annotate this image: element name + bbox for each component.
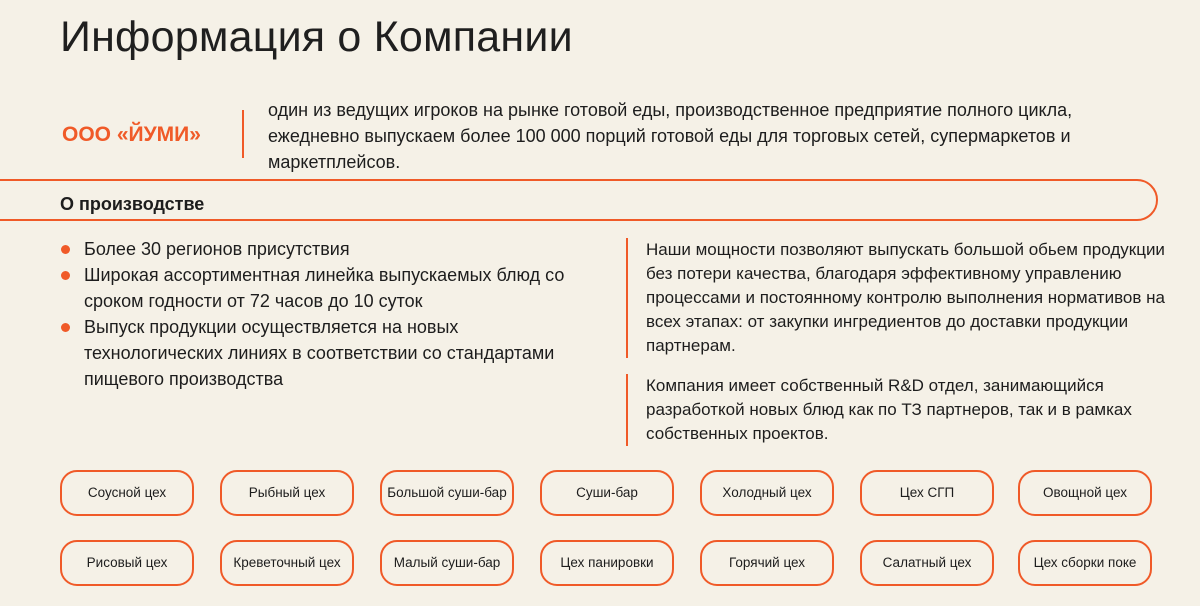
rnd-text: Компания имеет собственный R&D отдел, занимающийся разработкой новых блюд как по ТЗ партнеров, так и в рамках собственных проектов. (626, 374, 1186, 446)
bullet-dot-icon (61, 271, 70, 280)
production-bullets (60, 236, 600, 392)
bullet-item (60, 314, 600, 392)
company-description: один из ведущих игроков на рынке готовой еды, производственное предприятие полного цикла, ежедневно выпускаем более 100 000 порций готовой еды для торговых сетей, супермаркетов и маркетплейсов. (268, 100, 1073, 172)
workshop-pill[interactable]: Цех панировки (540, 540, 674, 586)
workshop-pill[interactable]: Салатный цех (860, 540, 994, 586)
workshop-pill[interactable]: Рисовый цех (60, 540, 194, 586)
workshop-pill[interactable]: Горячий цех (700, 540, 834, 586)
bullet-text: Более 30 регионов присутствия (84, 239, 350, 259)
workshop-pill[interactable]: Соусной цех (60, 470, 194, 516)
bullet-text: Выпуск продукции осуществляется на новых технологических линиях в соответствии со стандартами пищевого производства (84, 317, 555, 389)
section-heading: О производстве (60, 194, 205, 214)
workshop-pill[interactable]: Холодный цех (700, 470, 834, 516)
bullet-dot-icon (61, 323, 70, 332)
workshop-pill[interactable]: Цех сборки поке (1018, 540, 1152, 586)
workshop-pill[interactable]: Малый суши-бар (380, 540, 514, 586)
workshop-pill[interactable]: Цех СГП (860, 470, 994, 516)
workshop-pill[interactable]: Креветочный цех (220, 540, 354, 586)
bullet-text: Широкая ассортиментная линейка выпускаемых блюд со сроком годности от 72 часов до 10 суток (84, 265, 565, 311)
company-divider (242, 110, 244, 158)
workshop-pill[interactable]: Рыбный цех (220, 470, 354, 516)
capacity-text: Наши мощности позволяют выпускать большой обьем продукции без потери качества, благодаря эффективному управлению процессами и постоянному контролю выполнения нормативов на всех этапах: от закупки ингредиентов до доставки продукции партнерам. (626, 238, 1186, 358)
workshop-pill[interactable]: Овощной цех (1018, 470, 1152, 516)
workshop-pill[interactable]: Суши-бар (540, 470, 674, 516)
bullet-item (60, 262, 600, 314)
workshop-pill[interactable]: Большой суши-бар (380, 470, 514, 516)
page-title: Информация о Компании (60, 13, 573, 61)
bullet-item (60, 236, 600, 262)
bullet-dot-icon (61, 245, 70, 254)
company-name: ООО «ЙУМИ» (62, 123, 201, 146)
